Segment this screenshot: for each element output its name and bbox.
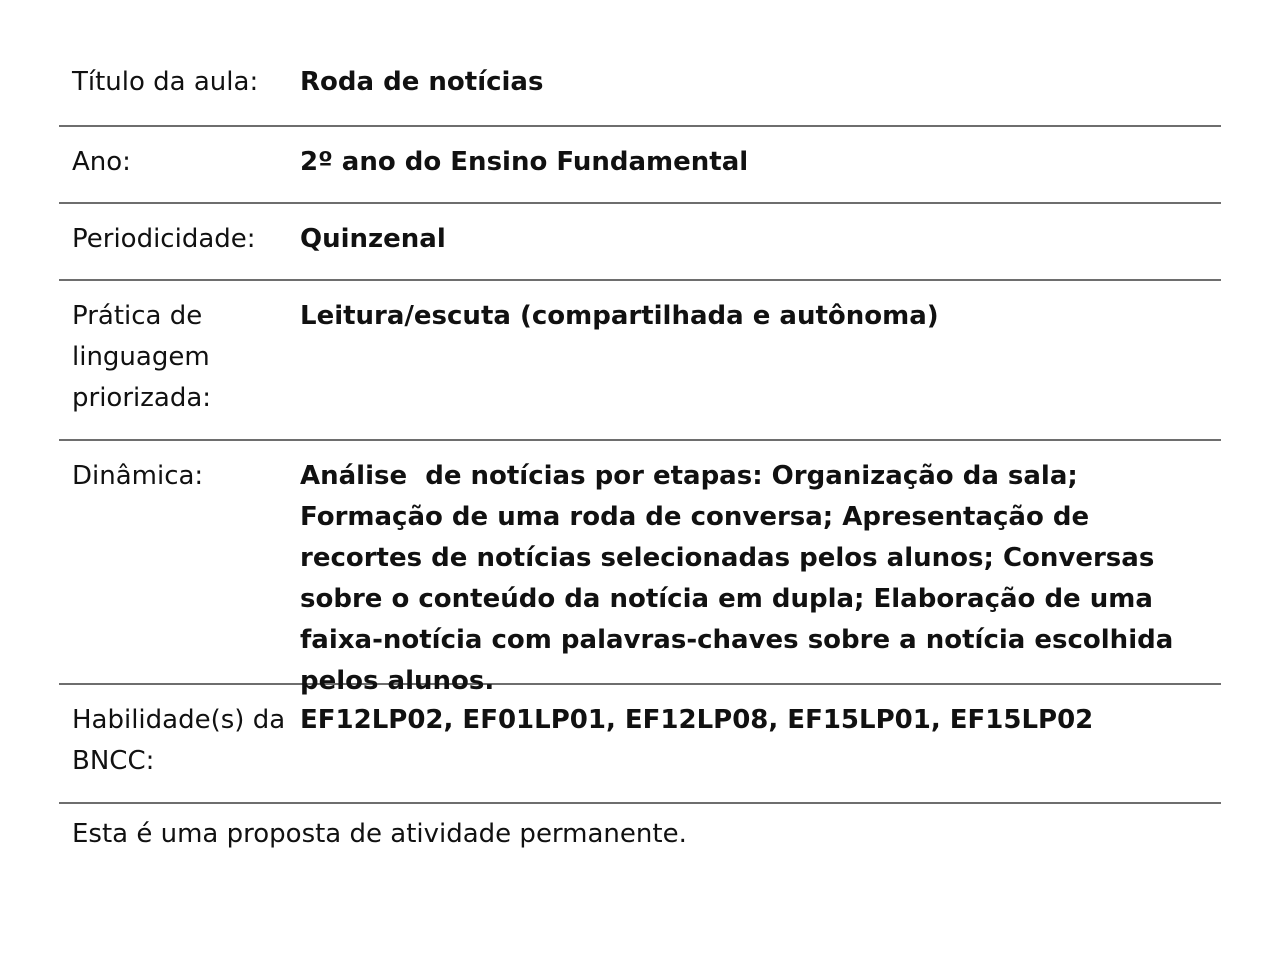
row-titulo	[59, 45, 1221, 127]
row-value: Leitura/escuta (compartilhada e autônoma)	[300, 301, 939, 331]
row-value: Quinzenal	[300, 224, 446, 254]
row-periodicidade	[59, 204, 1221, 281]
row-label: Habilidade(s) da BNCC:	[72, 705, 286, 776]
row-value: Análise de notícias por etapas: Organização da sala; Formação de uma roda de conversa; Apresentação de recortes de notícias selecionadas pelos alunos; Conversas sobre o conteúdo da notícia em dupla; Elaboração de uma faixa-notícia com palavras-chaves sobre a notícia escolhida pelos alunos.	[300, 461, 1183, 696]
row-label: Prática de linguagem priorizada:	[72, 301, 212, 413]
row-label: Título da aula:	[72, 67, 259, 97]
row-value: 2º ano do Ensino Fundamental	[300, 147, 749, 177]
row-ano	[59, 127, 1221, 204]
row-value: EF12LP02, EF01LP01, EF12LP08, EF15LP01, EF15LP02	[300, 705, 1094, 735]
row-habilidades-bncc	[59, 685, 1221, 804]
row-label: Ano:	[72, 147, 131, 177]
row-pratica-de-linguagem	[59, 281, 1221, 441]
row-label: Dinâmica:	[72, 461, 204, 491]
row-dinamica	[59, 441, 1221, 696]
row-label: Periodicidade:	[72, 224, 256, 254]
row-value: Roda de notícias	[300, 67, 544, 97]
lesson-plan-table	[59, 45, 1221, 855]
footer-note: Esta é uma proposta de atividade permanente.	[72, 819, 687, 849]
